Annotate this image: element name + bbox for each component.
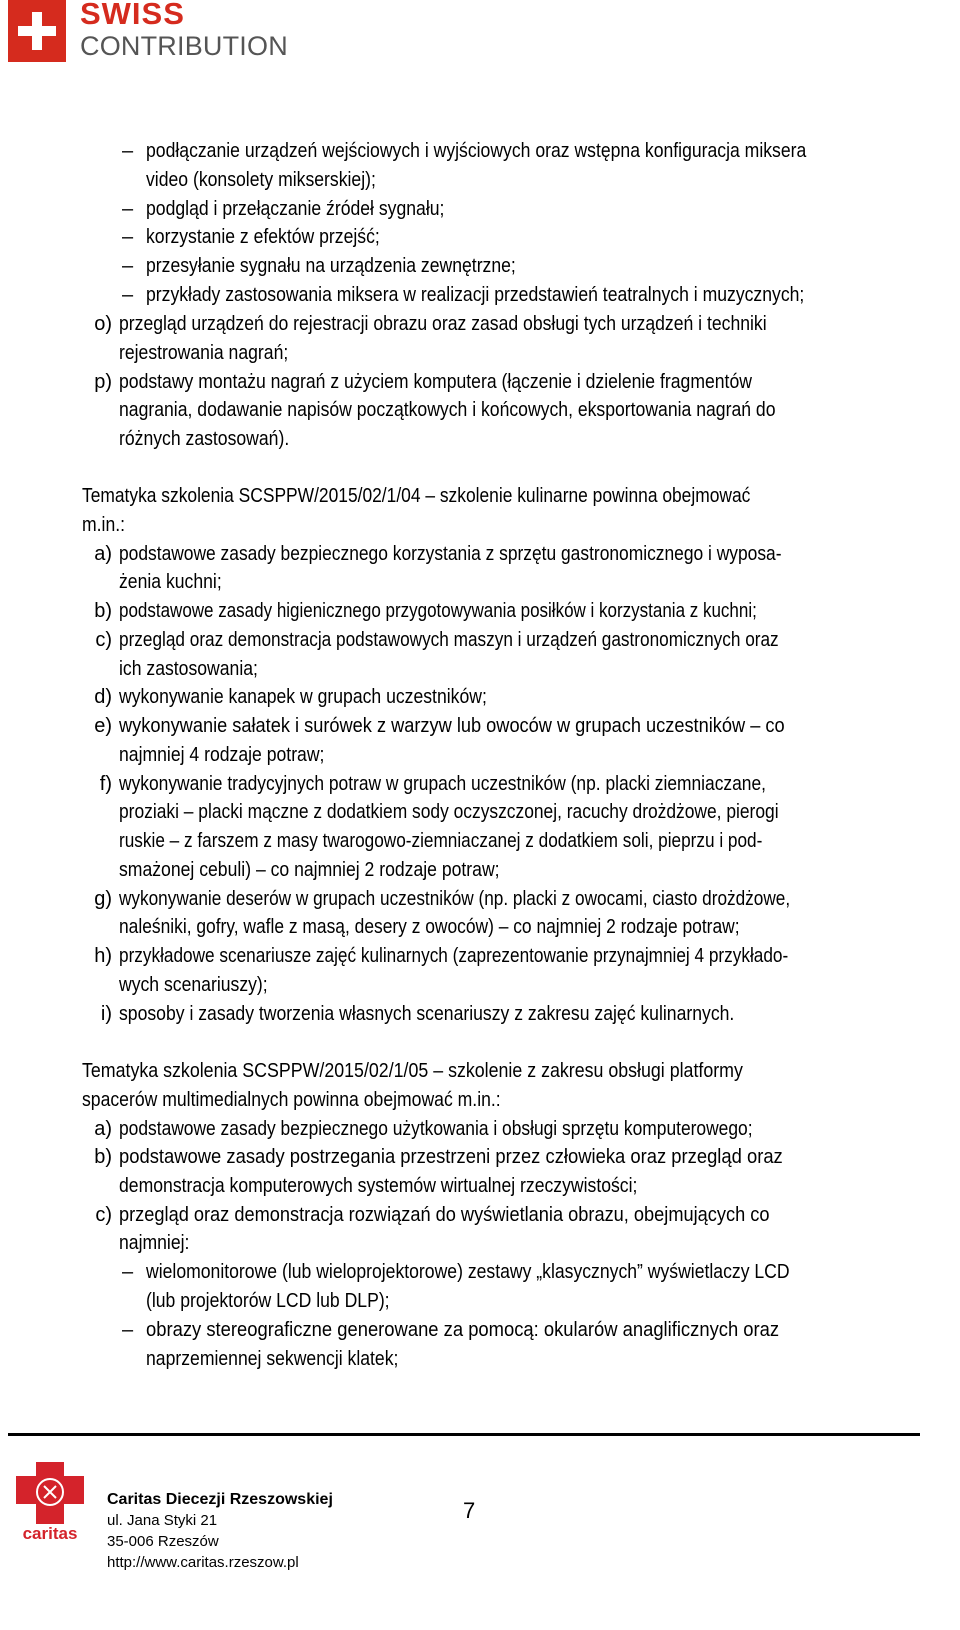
text-line: video (konsolety mikserskiej); <box>146 169 376 191</box>
text-line: przykładowe scenariusze zajęć kulinarnych (zaprezentowanie przynajmniej 4 przykłado- <box>119 945 789 967</box>
text-line: naprzemiennej sekwencji klatek; <box>146 1348 399 1370</box>
footer-city: 35-006 Rzeszów <box>107 1533 219 1550</box>
text-line: ruskie – z farszem z masy twarogowo-ziemniaczanej z dodatkiem soli, pieprzu i pod- <box>119 830 763 852</box>
text-line: podstawy montażu nagrań z użyciem komputera (łączenie i dzielenie fragmentów <box>119 371 752 393</box>
text-line: obrazy stereograficzne generowane za pomocą: okularów anaglificznych oraz <box>146 1319 780 1341</box>
list-marker: p) <box>94 371 112 393</box>
text-line: podstawowe zasady postrzegania przestrzeni przez człowieka oraz przegląd oraz <box>119 1146 783 1168</box>
list-marker: o) <box>94 313 112 335</box>
text-line: podstawowe zasady bezpiecznego korzystania z sprzętu gastronomicznego i wyposa- <box>119 543 782 565</box>
footer-street: ul. Jana Styki 21 <box>107 1512 218 1529</box>
text-line: nagrania, dodawanie napisów początkowych i końcowych, eksportowania nagrań do <box>119 399 776 421</box>
logo-text-contribution: CONTRIBUTION <box>80 31 288 61</box>
list-marker: d) <box>94 686 112 708</box>
list-marker: g) <box>94 888 112 910</box>
list-marker: a) <box>94 1118 112 1140</box>
swiss-contribution-logo <box>8 0 308 66</box>
section-intro: Tematyka szkolenia SCSPPW/2015/02/1/04 – szkolenie kulinarne powinna obejmować <box>82 485 751 507</box>
text-line: najmniej 4 rodzaje potraw; <box>119 744 325 766</box>
footer-org-name: Caritas Diecezji Rzeszowskiej <box>107 1491 333 1508</box>
text-line: wykonywanie deserów w grupach uczestników (np. placki z owocami, ciasto drożdżowe, <box>119 888 791 910</box>
text-line: ich zastosowania; <box>119 658 258 680</box>
list-marker: h) <box>94 945 112 967</box>
dash-marker: – <box>122 198 134 220</box>
footer-divider <box>8 1433 920 1436</box>
section-intro: m.in.: <box>82 514 126 536</box>
text-line: przegląd oraz demonstracja rozwiązań do wyświetlania obrazu, obejmujących co <box>119 1204 770 1226</box>
caritas-logo <box>10 1462 90 1542</box>
text-line: wykonywanie tradycyjnych potraw w grupach uczestników (np. placki ziemniaczane, <box>119 773 766 795</box>
text-line: podłączanie urządzeń wejściowych i wyjściowych oraz wstępna konfiguracja miksera <box>146 140 807 162</box>
text-line: różnych zastosowań). <box>119 428 290 450</box>
logo-text-swiss: SWISS <box>80 0 185 31</box>
caritas-logo-word: caritas <box>22 1524 78 1542</box>
text-line: korzystanie z efektów przejść; <box>146 226 380 248</box>
text-line: wielomonitorowe (lub wieloprojektorowe) zestawy „klasycznych” wyświetlaczy LCD <box>146 1261 790 1283</box>
dash-marker: – <box>122 255 134 277</box>
list-marker: f) <box>99 773 112 795</box>
section-intro: spacerów multimedialnych powinna obejmować m.in.: <box>82 1089 501 1111</box>
text-line: demonstracja komputerowych systemów wirtualnej rzeczywistości; <box>119 1175 638 1197</box>
text-line: żenia kuchni; <box>119 571 222 593</box>
swiss-flag-icon <box>8 0 66 62</box>
text-line: proziaki – placki mączne z dodatkiem sody oczyszczonej, racuchy drożdżowe, pierogi <box>119 801 779 823</box>
page-number: 7 <box>463 1498 476 1523</box>
text-line: naleśniki, gofry, wafle z masą, desery z owoców) – co najmniej 2 rodzaje potraw; <box>119 916 740 938</box>
text-line: przykłady zastosowania miksera w realizacji przedstawień teatralnych i muzycznych; <box>146 284 805 306</box>
text-line: wych scenariuszy); <box>119 974 268 996</box>
list-marker: c) <box>95 1204 112 1226</box>
text-line: podstawowe zasady bezpiecznego użytkowania i obsługi sprzętu komputerowego; <box>119 1118 753 1140</box>
text-line: rejestrowania nagrań; <box>119 342 289 364</box>
list-marker: a) <box>94 543 112 565</box>
text-line: wykonywanie sałatek i surówek z warzyw lub owoców w grupach uczestników – co <box>119 715 785 737</box>
text-line: przegląd oraz demonstracja podstawowych maszyn i urządzeń gastronomicznych oraz <box>119 629 779 651</box>
text-line: smażonej cebuli) – co najmniej 2 rodzaje potraw; <box>119 859 500 881</box>
text-line: podgląd i przełączanie źródeł sygnału; <box>146 198 445 220</box>
caritas-cross-icon <box>10 1462 90 1542</box>
text-line: przesyłanie sygnału na urządzenia zewnętrzne; <box>146 255 516 277</box>
dash-marker: – <box>122 284 134 306</box>
text-line: przegląd urządzeń do rejestracji obrazu oraz zasad obsługi tych urządzeń i techniki <box>119 313 767 335</box>
section-intro: Tematyka szkolenia SCSPPW/2015/02/1/05 – szkolenie z zakresu obsługi platformy <box>82 1060 743 1082</box>
list-marker: e) <box>94 715 112 737</box>
text-line: podstawowe zasady higienicznego przygotowywania posiłków i korzystania z kuchni; <box>119 600 757 622</box>
dash-marker: – <box>122 140 134 162</box>
text-line: sposoby i zasady tworzenia własnych scenariuszy z zakresu zajęć kulinarnych. <box>119 1003 735 1025</box>
text-line: wykonywanie kanapek w grupach uczestników; <box>119 686 487 708</box>
dash-marker: – <box>122 1261 134 1283</box>
list-marker: c) <box>95 629 112 651</box>
footer-url-link[interactable]: http://www.caritas.rzeszow.pl <box>107 1554 299 1571</box>
text-line: (lub projektorów LCD lub DLP); <box>146 1290 390 1312</box>
text-line: najmniej: <box>119 1232 190 1254</box>
list-marker: b) <box>94 1146 112 1168</box>
dash-marker: – <box>122 226 134 248</box>
list-marker: i) <box>100 1003 112 1025</box>
list-marker: b) <box>94 600 112 622</box>
dash-marker: – <box>122 1319 134 1341</box>
